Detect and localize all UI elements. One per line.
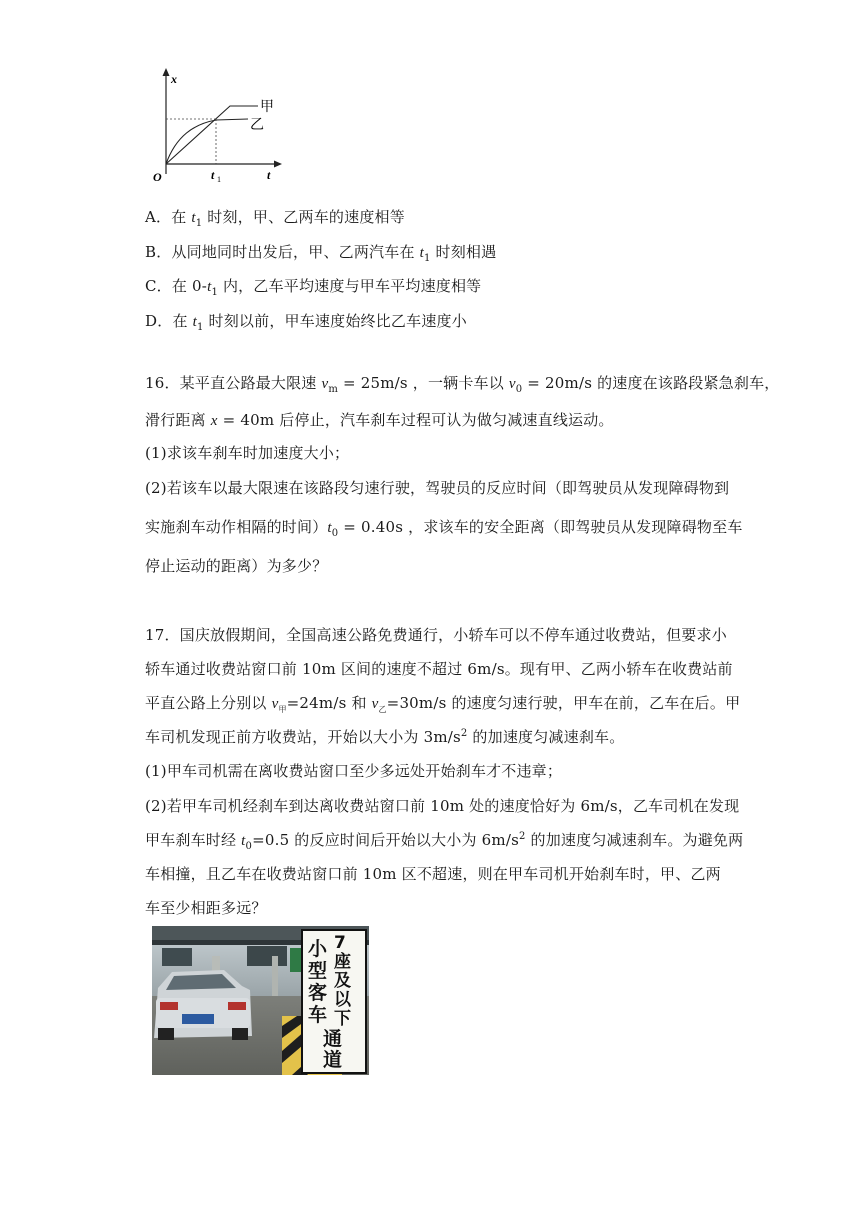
q16-line-6: 停止运动的距离）为多少？ — [145, 557, 328, 575]
sign-bottom: 通道 — [323, 1028, 343, 1071]
q16-line-2: 滑行距离 x = 40m 后停止，汽车刹车过程可认为做匀减速直线运动。 — [145, 411, 614, 429]
q17-line-4: 车司机发现正前方收费站，开始以大小为 $3m/s^2$ 的加速度匀减速刹车。 — [145, 728, 625, 746]
y-axis-arrow — [163, 68, 170, 76]
option-c: C．在 $0-t_1$ 内，乙车平均速度与甲车平均速度相等 — [145, 277, 482, 298]
q16-line-1: 16．某平直公路最大限速 $v_m = 25m/s$ ，一辆卡车以 $v_0 = 20m/s$ 的速度在该路段紧急刹车， — [145, 374, 780, 395]
origin-label: O — [153, 170, 162, 184]
curve-jia-label: 甲 — [260, 99, 274, 115]
option-b: B．从同地同时出发后，甲、乙两汽车在 $t_1$ 时刻相遇 — [145, 243, 497, 264]
q17-line-3: 平直公路上分别以 $v_甲=24m/s$ 和 $v_乙=30m/s$ 的速度匀速行驶，甲车在前，乙车在后。甲 — [145, 694, 741, 714]
q17-line-8: 车相撞，且乙车在收费站窗口前 10m 区不超速，则在甲车司机开始刹车时，甲、乙两 — [145, 865, 721, 883]
sign-column-2: 7座及以下 — [334, 933, 351, 1029]
q16-line-3: (1)求该车刹车时加速度大小； — [145, 444, 350, 462]
q17-line-7: 甲车刹车时经 $t_0=0.5$ 的反应时间后开始以大小为 $6m/s^2$ 的加速度匀减速刹车。为避免两 — [145, 831, 744, 852]
q17-line-1: 17．国庆放假期间，全国高速公路免费通行，小轿车可以不停车通过收费站，但要求小 — [145, 626, 727, 644]
t1-label-sub: 1 — [217, 175, 221, 184]
q17-line-5: (1)甲车司机需在离收费站窗口至少多远处开始刹车才不违章； — [145, 762, 563, 780]
curve-yi — [166, 119, 248, 164]
option-d: D．在 $t_1$ 时刻以前，甲车速度始终比乙车速度小 — [145, 312, 467, 333]
toll-station-photo — [152, 926, 369, 1075]
q17-line-2: 轿车通过收费站窗口前 10m 区间的速度不超过 6m/s。现有甲、乙两小轿车在收费站前 — [145, 660, 733, 678]
x-t-graph — [150, 66, 290, 190]
license-plate — [182, 1014, 214, 1024]
q16-line-4: (2)若该车以最大限速在该路段匀速行驶，驾驶员的反应时间（即驾驶员从发现障碍物到 — [145, 479, 730, 497]
t1-label: t — [211, 168, 215, 182]
q16-line-5: 实施刹车动作相隔的时间）$t_0 = 0.40s$ ，求该车的安全距离（即驾驶员从发现障碍物至车 — [145, 518, 743, 539]
q17-line-9: 车至少相距多远？ — [145, 899, 267, 917]
q17-line-6: (2)若甲车司机经刹车到达离收费站窗口前 10m 处的速度恰好为 6m/s，乙车司机在发现 — [145, 797, 740, 815]
curve-yi-label: 乙 — [250, 117, 264, 133]
x-axis-label: t — [267, 168, 271, 182]
y-axis-label: x — [171, 72, 177, 86]
sign-column-1: 小型客车 — [308, 938, 328, 1026]
x-axis-arrow — [274, 161, 282, 168]
curve-jia — [166, 106, 258, 164]
option-a: A．在 $t_1$ 时刻，甲、乙两车的速度相等 — [145, 208, 405, 229]
